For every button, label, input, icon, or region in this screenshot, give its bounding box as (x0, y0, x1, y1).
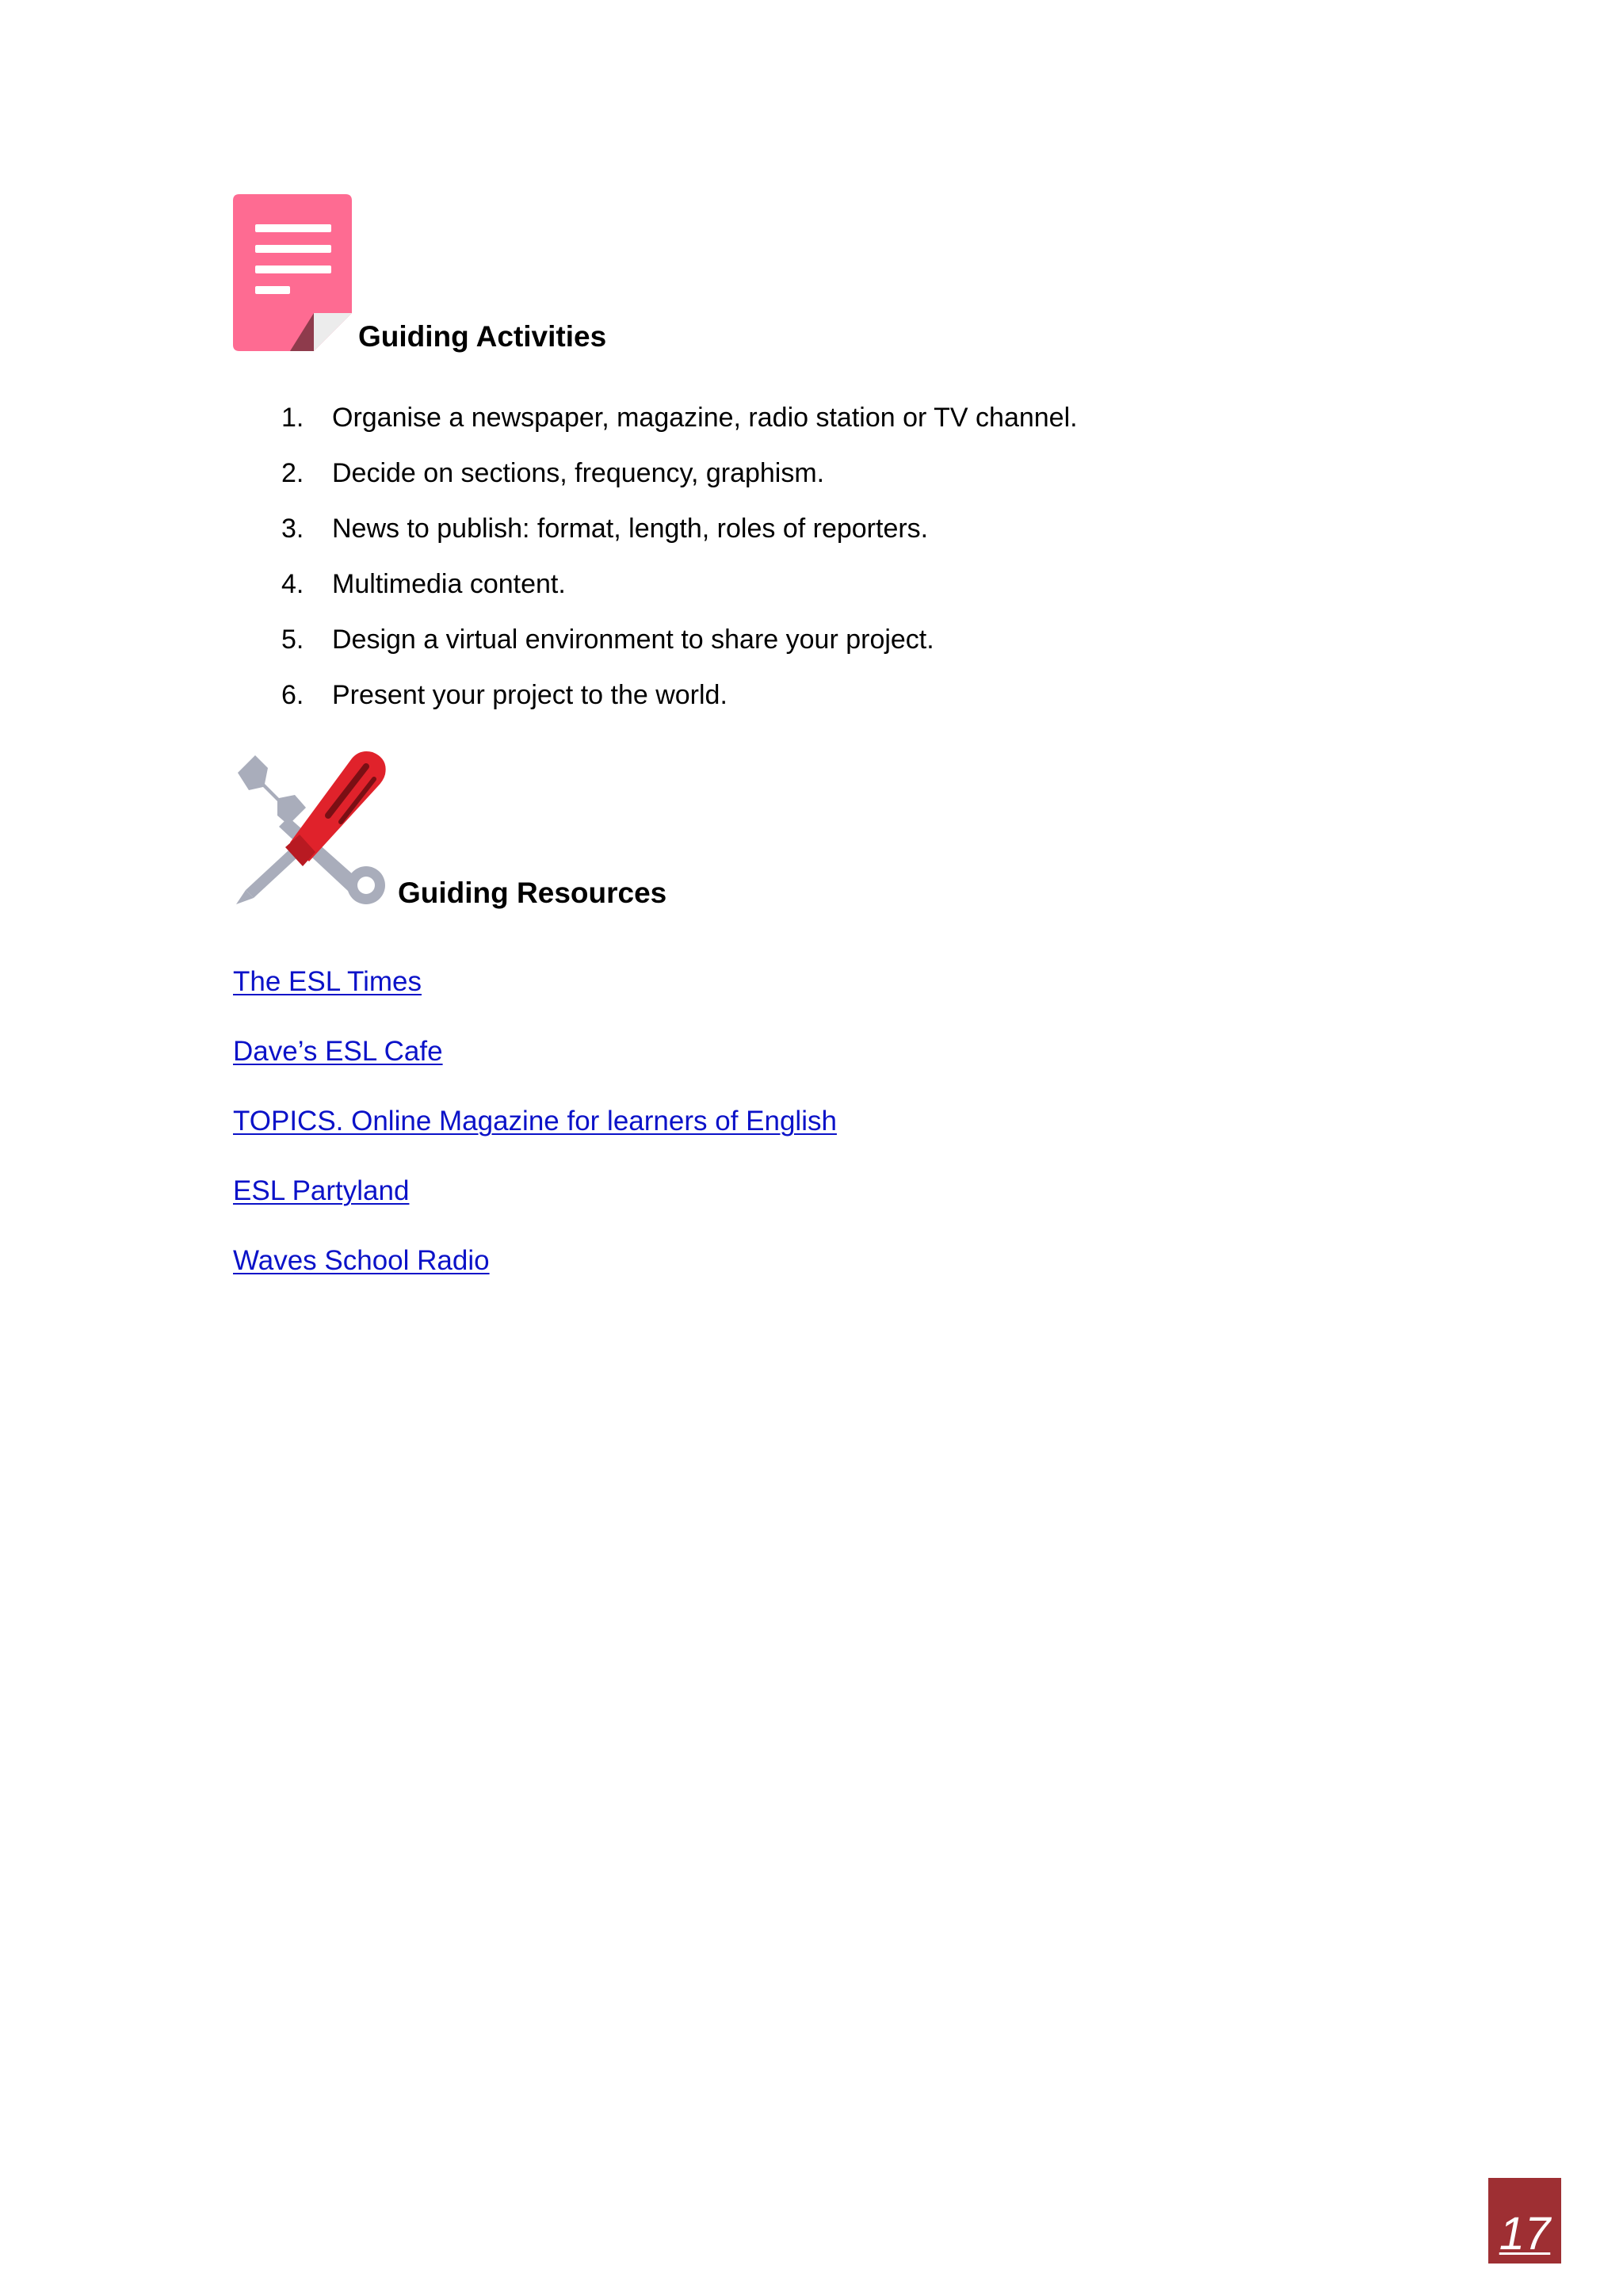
activities-list (281, 390, 1078, 723)
list-item-number: 1. (281, 402, 304, 433)
list-item (281, 667, 1078, 723)
page-number-badge (1488, 2178, 1561, 2264)
list-item-number: 3. (281, 513, 304, 544)
activities-heading-row (233, 194, 606, 351)
list-item-number: 5. (281, 624, 304, 655)
resources-links (233, 947, 837, 1296)
list-item (233, 947, 837, 1017)
list-item-text: Multimedia content. (332, 568, 566, 599)
list-item-text: News to publish: format, length, roles of reporters. (332, 513, 929, 544)
link-waves-school-radio[interactable]: Waves School Radio (233, 1245, 490, 1276)
list-item (281, 445, 1078, 501)
list-item (233, 1087, 837, 1156)
list-item-text: Present your project to the world. (332, 679, 727, 710)
page-number: 17 (1499, 2208, 1551, 2260)
resources-heading-row (233, 749, 666, 907)
list-item (281, 556, 1078, 612)
list-item-number: 6. (281, 679, 304, 710)
list-item-text: Decide on sections, frequency, graphism. (332, 457, 825, 488)
list-item-number: 2. (281, 457, 304, 488)
link-daves-esl-cafe[interactable]: Dave’s ESL Cafe (233, 1036, 443, 1067)
tools-icon (233, 749, 391, 907)
list-item (281, 612, 1078, 667)
list-item-text: Organise a newspaper, magazine, radio station or TV channel. (332, 402, 1078, 433)
link-esl-times[interactable]: The ESL Times (233, 966, 422, 997)
activities-heading: Guiding Activities (358, 320, 607, 353)
list-item (233, 1017, 837, 1087)
document-note-icon (233, 194, 352, 351)
list-item (281, 390, 1078, 445)
resources-heading: Guiding Resources (398, 877, 667, 909)
link-topics-magazine[interactable]: TOPICS. Online Magazine for learners of English (233, 1106, 837, 1137)
link-esl-partyland[interactable]: ESL Partyland (233, 1175, 410, 1206)
list-item (281, 501, 1078, 556)
list-item (233, 1156, 837, 1226)
list-item-number: 4. (281, 568, 304, 599)
list-item (233, 1226, 837, 1296)
list-item-text: Design a virtual environment to share your project. (332, 624, 934, 655)
